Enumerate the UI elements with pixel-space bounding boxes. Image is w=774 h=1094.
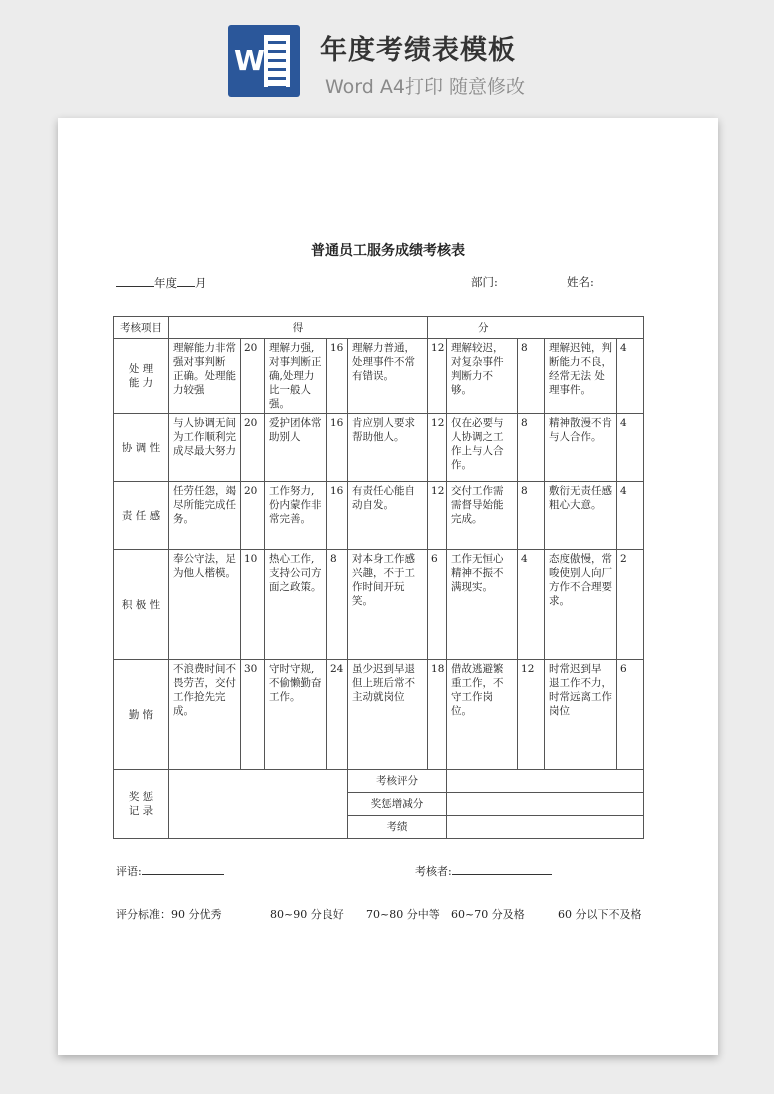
criteria-text: 态度傲慢，常唆使别人向厂方作不合理要求。 — [545, 550, 617, 660]
category-label: 积 极 性 — [114, 550, 169, 660]
criteria-text: 守时守规,不偷懒勤奋工作。 — [265, 660, 327, 770]
assessor-blank[interactable] — [452, 862, 552, 875]
assessment-row — [114, 482, 644, 550]
assessment-row — [114, 660, 644, 770]
criteria-text: 理解较迟，对复杂事件判断力不够。 — [447, 339, 518, 414]
criteria-score: 12 — [428, 339, 447, 414]
criteria-text: 奉公守法，足为他人楷模。 — [169, 550, 241, 660]
criteria-text: 虽少迟到早退但上班后常不主动就岗位 — [348, 660, 428, 770]
scale-item: 80~90 分良好 — [270, 908, 344, 921]
page-lines-icon — [264, 35, 290, 87]
item-header: 考核项目 — [114, 317, 169, 339]
criteria-score: 6 — [617, 660, 644, 770]
criteria-score: 16 — [327, 414, 348, 482]
name-label: 姓名: — [567, 275, 594, 289]
summary-value[interactable] — [447, 793, 644, 816]
summary-label: 考核评分 — [348, 770, 447, 793]
criteria-text: 对本身工作感兴趣，不于工作时间开玩笑。 — [348, 550, 428, 660]
assessment-row — [114, 550, 644, 660]
scale-item: 60~70 分及格 — [451, 908, 525, 921]
criteria-score: 4 — [617, 482, 644, 550]
reward-record-label: 奖 惩 记 录 — [114, 770, 169, 839]
document-page — [58, 118, 718, 1055]
score-header-right: 分 — [428, 317, 644, 339]
comment-line — [116, 862, 224, 879]
summary-value[interactable] — [447, 816, 644, 839]
word-document-icon — [228, 25, 300, 97]
comment-label: 评语: — [116, 865, 142, 878]
document-title: 普通员工服务成绩考核表 — [311, 243, 465, 259]
reward-record-field[interactable] — [169, 770, 348, 839]
word-letter: W — [234, 44, 265, 77]
summary-row — [114, 770, 644, 793]
criteria-score: 20 — [241, 339, 265, 414]
table-body — [114, 339, 644, 770]
criteria-text: 有责任心能自动自发。 — [348, 482, 428, 550]
criteria-text: 热心工作,支持公司方面之政策。 — [265, 550, 327, 660]
criteria-score: 6 — [428, 550, 447, 660]
criteria-text: 工作无恒心精神不振不满现实。 — [447, 550, 518, 660]
scale-item: 60 分以下不及格 — [558, 908, 642, 921]
category-label: 处 理 能 力 — [114, 339, 169, 414]
year-blank — [116, 274, 154, 287]
criteria-text: 仅在必要与人协调之工作上与人合作。 — [447, 414, 518, 482]
scale-item: 评分标准：90 分优秀 — [116, 908, 222, 921]
criteria-score: 18 — [428, 660, 447, 770]
summary-label: 考绩 — [348, 816, 447, 839]
score-header-left: 得 — [169, 317, 428, 339]
category-label: 协 调 性 — [114, 414, 169, 482]
criteria-text: 工作努力,份内蒙作非常完善。 — [265, 482, 327, 550]
department-label: 部门: — [471, 275, 498, 289]
assessor-label: 考核者: — [415, 865, 452, 878]
assessment-table — [113, 316, 644, 839]
criteria-score: 8 — [327, 550, 348, 660]
month-blank — [177, 274, 195, 287]
assessment-row — [114, 414, 644, 482]
criteria-text: 不浪费时间不畏劳苦，交付工作抢先完成。 — [169, 660, 241, 770]
criteria-text: 借故逃避繁重工作，不守工作岗位。 — [447, 660, 518, 770]
criteria-text: 任劳任怨，竭尽所能完成任务。 — [169, 482, 241, 550]
criteria-score: 16 — [327, 482, 348, 550]
summary-label: 奖惩增减分 — [348, 793, 447, 816]
criteria-score: 12 — [518, 660, 545, 770]
criteria-text: 理解力强,对事判断正确,处理力比一般人强。 — [265, 339, 327, 414]
criteria-score: 16 — [327, 339, 348, 414]
criteria-text: 理解力普通，处理事件不常有错误。 — [348, 339, 428, 414]
criteria-text: 理解迟钝，判断能力不良，经常无法 处理事件。 — [545, 339, 617, 414]
criteria-score: 8 — [518, 414, 545, 482]
criteria-text: 精神散漫不肯与人合作。 — [545, 414, 617, 482]
criteria-score: 8 — [518, 482, 545, 550]
criteria-score: 12 — [428, 414, 447, 482]
category-label: 责 任 感 — [114, 482, 169, 550]
criteria-text: 交付工作需需督导始能完成。 — [447, 482, 518, 550]
page-header — [0, 0, 774, 115]
template-title: 年度考绩表模板 — [320, 35, 516, 66]
criteria-score: 2 — [617, 550, 644, 660]
category-label: 勤 惰 — [114, 660, 169, 770]
criteria-score: 12 — [428, 482, 447, 550]
criteria-text: 时常迟到早 退工作不力，时常远离工作岗位 — [545, 660, 617, 770]
criteria-text: 肯应别人要求帮助他人。 — [348, 414, 428, 482]
criteria-score: 30 — [241, 660, 265, 770]
criteria-score: 4 — [518, 550, 545, 660]
scale-item: 70~80 分中等 — [366, 908, 440, 921]
criteria-score: 20 — [241, 414, 265, 482]
assessor-line — [415, 862, 552, 879]
template-subtitle: Word A4打印 随意修改 — [325, 76, 526, 98]
assessment-row — [114, 339, 644, 414]
criteria-text: 敷衍无责任感粗心大意。 — [545, 482, 617, 550]
criteria-score: 8 — [518, 339, 545, 414]
criteria-score: 20 — [241, 482, 265, 550]
criteria-score: 4 — [617, 339, 644, 414]
criteria-text: 理解能力非常强对事判断 正确。处理能力较强 — [169, 339, 241, 414]
year-label: 年度 — [154, 276, 177, 290]
criteria-score: 4 — [617, 414, 644, 482]
year-month-line — [116, 274, 207, 291]
comment-blank[interactable] — [142, 862, 224, 875]
criteria-score: 24 — [327, 660, 348, 770]
criteria-score: 10 — [241, 550, 265, 660]
criteria-text: 与人协调无间为工作顺利完成尽最大努力 — [169, 414, 241, 482]
month-label: 月 — [195, 276, 207, 290]
table-header-row — [114, 317, 644, 339]
criteria-text: 爱护团体常助别人 — [265, 414, 327, 482]
summary-value[interactable] — [447, 770, 644, 793]
